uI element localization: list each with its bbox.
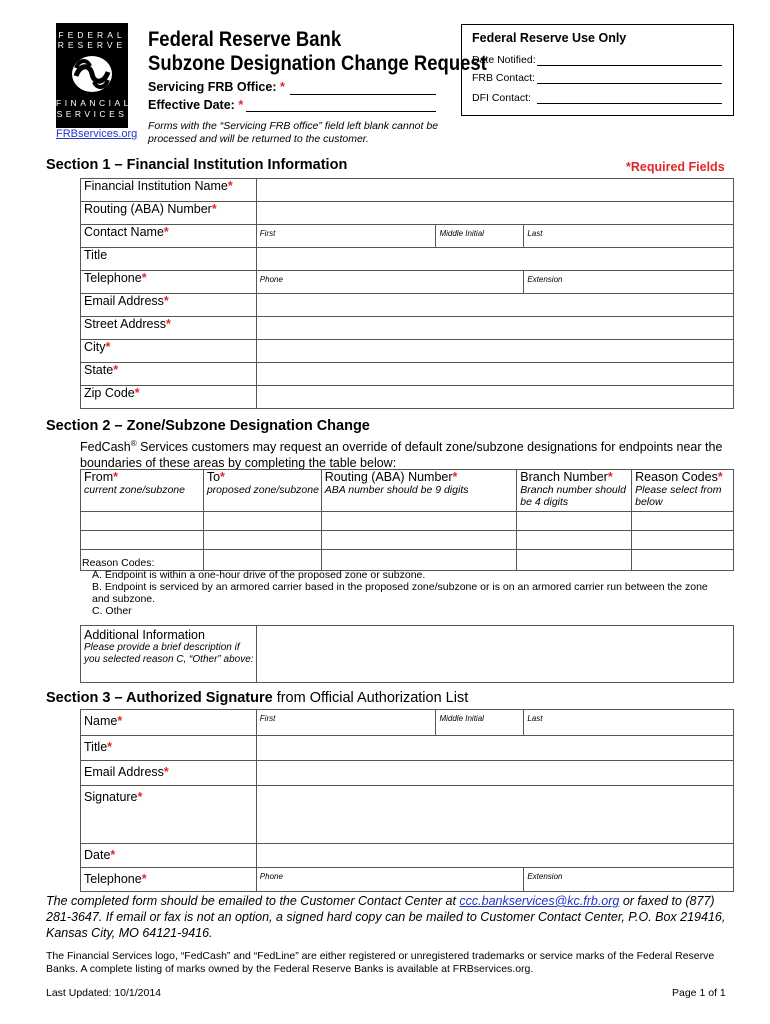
to-input[interactable] bbox=[203, 512, 321, 531]
reason-column-header: Reason Codes* Please select from below bbox=[632, 470, 734, 512]
fi-name-label: Financial Institution Name* bbox=[81, 179, 257, 202]
additional-info-label: Additional Information Please provide a brief description if you selected reason C, “Other” above: bbox=[81, 626, 257, 683]
zip-row bbox=[81, 386, 734, 409]
signer-name-label: Name* bbox=[81, 710, 257, 736]
reason-codes-list bbox=[82, 557, 732, 617]
title-label: Title bbox=[81, 248, 257, 271]
extension-input[interactable]: Extension bbox=[524, 271, 734, 294]
city-input[interactable] bbox=[256, 340, 733, 363]
signer-date-input[interactable] bbox=[256, 844, 733, 868]
zone-routing-input[interactable] bbox=[321, 531, 517, 550]
title-input[interactable] bbox=[256, 248, 733, 271]
signer-last-input[interactable]: Last bbox=[524, 710, 734, 736]
signer-telephone-row bbox=[81, 868, 734, 892]
contact-email-link[interactable]: ccc.bankservices@kc.frb.org bbox=[459, 894, 620, 908]
from-column-header: From* current zone/subzone bbox=[81, 470, 204, 512]
section1-title: Section 1 – Financial Institution Information bbox=[46, 157, 348, 173]
last-updated: Last Updated: 10/1/2014 bbox=[46, 987, 162, 999]
fi-name-row bbox=[81, 179, 734, 202]
routing-label: Routing (ABA) Number* bbox=[81, 202, 257, 225]
contact-first-input[interactable]: First bbox=[256, 225, 436, 248]
email-row bbox=[81, 294, 734, 317]
email-label: Email Address* bbox=[81, 294, 257, 317]
zip-input[interactable] bbox=[256, 386, 733, 409]
logo-bottom-text: FINANCIAL SERVICES bbox=[56, 98, 132, 119]
contact-middle-input[interactable]: Middle Initial bbox=[436, 225, 524, 248]
signer-extension-input[interactable]: Extension bbox=[524, 868, 734, 892]
section1-table bbox=[80, 178, 734, 409]
signer-title-label: Title* bbox=[81, 736, 257, 761]
zone-header-row bbox=[81, 470, 734, 512]
frb-contact-field[interactable] bbox=[537, 83, 722, 84]
signer-email-input[interactable] bbox=[256, 761, 733, 786]
phone-input[interactable]: Phone bbox=[256, 271, 524, 294]
signature-input[interactable] bbox=[256, 786, 733, 844]
required-fields-note: *Required Fields bbox=[626, 160, 725, 174]
dfi-contact-label: DFI Contact: bbox=[472, 92, 531, 104]
additional-info-table bbox=[80, 625, 734, 683]
state-row bbox=[81, 363, 734, 386]
zone-change-table bbox=[80, 469, 734, 571]
reason-codes-title: Reason Codes: bbox=[82, 557, 155, 569]
state-label: State* bbox=[81, 363, 257, 386]
zone-row bbox=[81, 531, 734, 550]
branch-column-header: Branch Number* Branch number should be 4 digits bbox=[517, 470, 632, 512]
reason-code-a: A. Endpoint is within a one-hour drive of the proposed zone or subzone. bbox=[92, 569, 426, 581]
logo-top-text: FEDERAL RESERVE bbox=[57, 30, 127, 50]
telephone-row bbox=[81, 271, 734, 294]
street-label: Street Address* bbox=[81, 317, 257, 340]
branch-input[interactable] bbox=[517, 512, 632, 531]
contact-row bbox=[81, 225, 734, 248]
city-label: City* bbox=[81, 340, 257, 363]
to-column-header: To* proposed zone/subzone bbox=[203, 470, 321, 512]
page-number: Page 1 of 1 bbox=[672, 987, 726, 999]
contact-last-input[interactable]: Last bbox=[524, 225, 734, 248]
form-title: Subzone Designation Change Request bbox=[148, 52, 487, 75]
section3-table bbox=[80, 709, 734, 892]
routing-column-header: Routing (ABA) Number* ABA number should be 9 digits bbox=[321, 470, 517, 512]
bank-title: Federal Reserve Bank bbox=[148, 28, 342, 51]
from-input[interactable] bbox=[81, 531, 204, 550]
frbservices-link[interactable]: FRBservices.org bbox=[56, 128, 138, 140]
reason-input[interactable] bbox=[632, 531, 734, 550]
from-input[interactable] bbox=[81, 512, 204, 531]
street-row bbox=[81, 317, 734, 340]
signer-email-label: Email Address* bbox=[81, 761, 257, 786]
reason-code-b: B. Endpoint is serviced by an armored carrier based in the proposed zone/subzone or is on an armored carrier run between the zone and subzone. bbox=[92, 581, 708, 605]
submission-instructions: The completed form should be emailed to the Customer Contact Center at ccc.bankservices@kc.frb.org or faxed to (877) 281-3647. If email or fax is not an option, a signed hard copy can be mailed to Customer Contact Center, P.O. Box 219416, Kansas City, MO 64121-9416. bbox=[46, 894, 726, 940]
trademark-notice: The Financial Services logo, “FedCash” and “FedLine” are either registered or unregistered trademarks or service marks of the Federal Reserve Banks. A complete listing of marks owned by the Federal Reserve Banks is available at FRBservices.org. bbox=[46, 950, 715, 975]
state-input[interactable] bbox=[256, 363, 733, 386]
zip-label: Zip Code* bbox=[81, 386, 257, 409]
signer-date-row bbox=[81, 844, 734, 868]
email-input[interactable] bbox=[256, 294, 733, 317]
signer-name-row bbox=[81, 710, 734, 736]
additional-info-input[interactable] bbox=[256, 626, 733, 683]
section3-title: Section 3 – Authorized Signature from Official Authorization List bbox=[46, 690, 469, 706]
fi-name-input[interactable] bbox=[256, 179, 733, 202]
servicing-office-field[interactable] bbox=[290, 94, 436, 95]
branch-input[interactable] bbox=[517, 531, 632, 550]
telephone-label: Telephone* bbox=[81, 271, 257, 294]
effective-date-label: Effective Date: * bbox=[148, 98, 244, 112]
zone-routing-input[interactable] bbox=[321, 512, 517, 531]
city-row bbox=[81, 340, 734, 363]
reason-input[interactable] bbox=[632, 512, 734, 531]
financial-services-logo-icon bbox=[70, 54, 114, 94]
zone-row bbox=[81, 512, 734, 531]
signer-email-row bbox=[81, 761, 734, 786]
effective-date-field[interactable] bbox=[246, 111, 436, 112]
signer-middle-input[interactable]: Middle Initial bbox=[436, 710, 524, 736]
contact-label: Contact Name* bbox=[81, 225, 257, 248]
signature-row bbox=[81, 786, 734, 844]
signer-telephone-label: Telephone* bbox=[81, 868, 257, 892]
section2-title: Section 2 – Zone/Subzone Designation Change bbox=[46, 418, 370, 434]
signer-phone-input[interactable]: Phone bbox=[256, 868, 524, 892]
dfi-contact-field[interactable] bbox=[537, 103, 722, 104]
servicing-office-label: Servicing FRB Office: * bbox=[148, 80, 285, 94]
section2-intro: FedCash® Services customers may request an override of default zone/subzone designations for endpoints near the boundaries of these areas by completing the table below: bbox=[80, 439, 723, 471]
routing-row bbox=[81, 202, 734, 225]
signer-first-input[interactable]: First bbox=[256, 710, 436, 736]
reason-code-c: C. Other bbox=[92, 605, 132, 617]
date-notified-field[interactable] bbox=[537, 65, 722, 66]
street-input[interactable] bbox=[256, 317, 733, 340]
signer-title-input[interactable] bbox=[256, 736, 733, 761]
fed-use-title: Federal Reserve Use Only bbox=[472, 31, 627, 45]
signature-label: Signature* bbox=[81, 786, 257, 844]
additional-info-row bbox=[81, 626, 734, 683]
frb-contact-label: FRB Contact: bbox=[472, 72, 536, 84]
date-notified-label: Date Notified: bbox=[472, 54, 536, 66]
signer-date-label: Date* bbox=[81, 844, 257, 868]
routing-input[interactable] bbox=[256, 202, 733, 225]
title-row bbox=[81, 248, 734, 271]
office-note: Forms with the “Servicing FRB office” field left blank cannot be processed and will be returned to the customer. bbox=[148, 120, 439, 145]
to-input[interactable] bbox=[203, 531, 321, 550]
signer-title-row bbox=[81, 736, 734, 761]
